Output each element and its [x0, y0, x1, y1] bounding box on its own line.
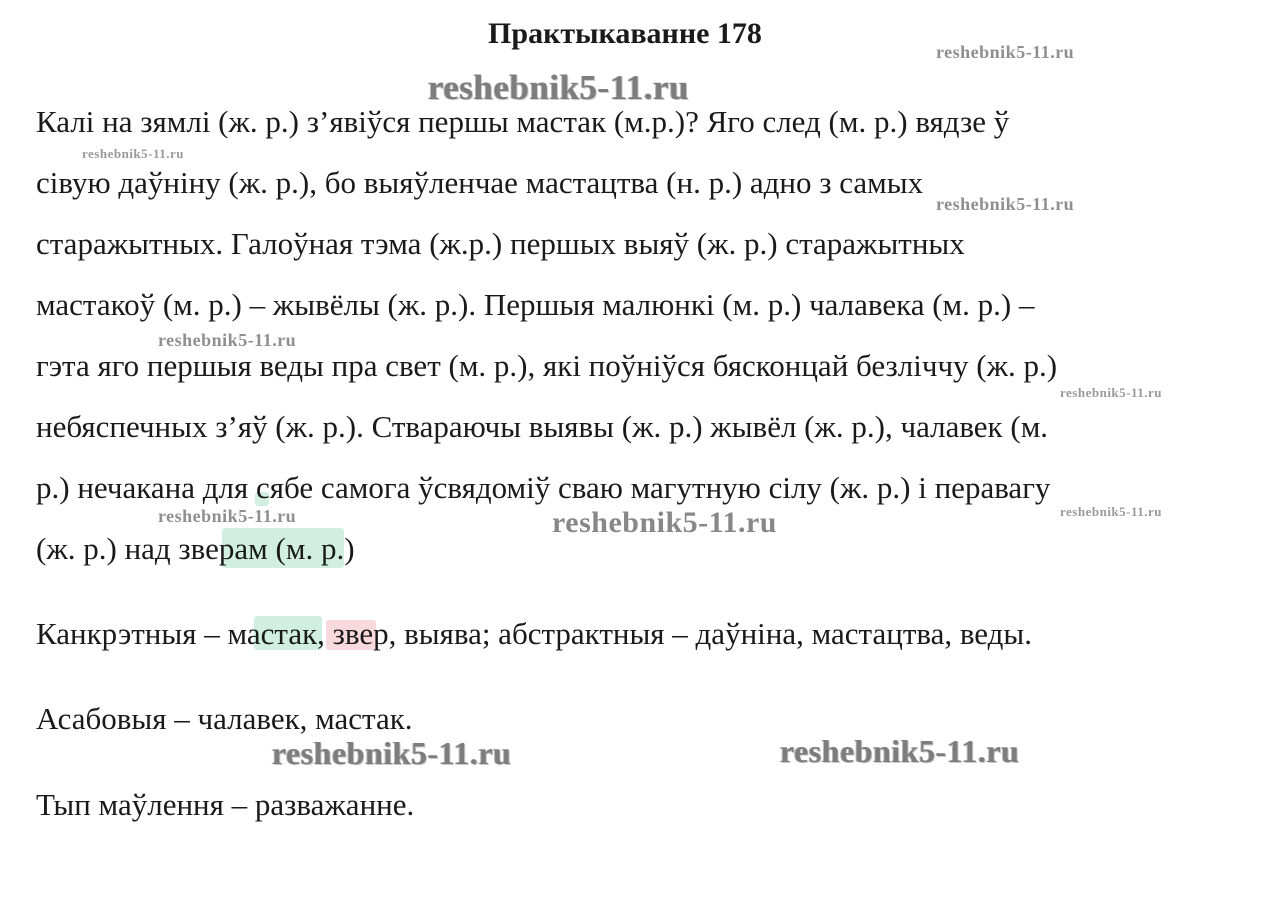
watermark: reshebnik5-11.ru	[936, 194, 1075, 214]
paragraph-line-1: Калі на зямлі (ж. р.) з’явіўся першы мастак (м.р.)? Яго след (м. р.) вядзе ў	[36, 104, 1010, 139]
paragraph-line-3: старажытных. Галоўная тэма (ж.р.) першых выяў (ж. р.) старажытных	[36, 226, 965, 261]
paragraph-line-8: (ж. р.) над зверам (м. р.)	[36, 531, 355, 566]
watermark: reshebnik5-11.ru	[272, 735, 512, 771]
watermark: reshebnik5-11.ru	[936, 42, 1075, 62]
answer-personal-nouns: Асабовыя – чалавек, мастак.	[36, 701, 413, 736]
watermark: reshebnik5-11.ru	[82, 146, 185, 161]
watermark: reshebnik5-11.ru	[1060, 504, 1163, 519]
watermark: reshebnik5-11.ru	[158, 506, 297, 526]
watermark: reshebnik5-11.ru	[552, 506, 777, 539]
watermark: reshebnik5-11.ru	[428, 68, 690, 107]
paragraph-line-4: мастакоў (м. р.) – жывёлы (ж. р.). Першыя малюнкі (м. р.) чалавека (м. р.) –	[36, 287, 1035, 322]
paragraph-line-7: р.) нечакана для сябе самога ўсвядоміў сваю магутную сілу (ж. р.) і перавагу	[36, 470, 1051, 505]
paragraph-line-5: гэта яго першыя веды пра свет (м. р.), які поўніўся бясконцай безліччу (ж. р.)	[36, 348, 1058, 383]
watermark: reshebnik5-11.ru	[158, 330, 297, 350]
answer-speech-type: Тып маўлення – разважанне.	[36, 787, 415, 822]
watermark: reshebnik5-11.ru	[780, 733, 1020, 769]
page-title: Практыкаванне 178	[488, 17, 762, 50]
paragraph-line-6: небяспечных з’яў (ж. р.). Ствараючы выявы (ж. р.) жывёл (ж. р.), чалавек (м.	[36, 409, 1049, 444]
paragraph-line-2: сівую даўніну (ж. р.), бо выяўленчае мастацтва (н. р.) адно з самых	[36, 165, 924, 200]
watermark: reshebnik5-11.ru	[1060, 385, 1163, 400]
answer-concrete-abstract: Канкрэтныя – мастак, звер, выява; абстрактныя – даўніна, мастацтва, веды.	[36, 616, 1033, 651]
